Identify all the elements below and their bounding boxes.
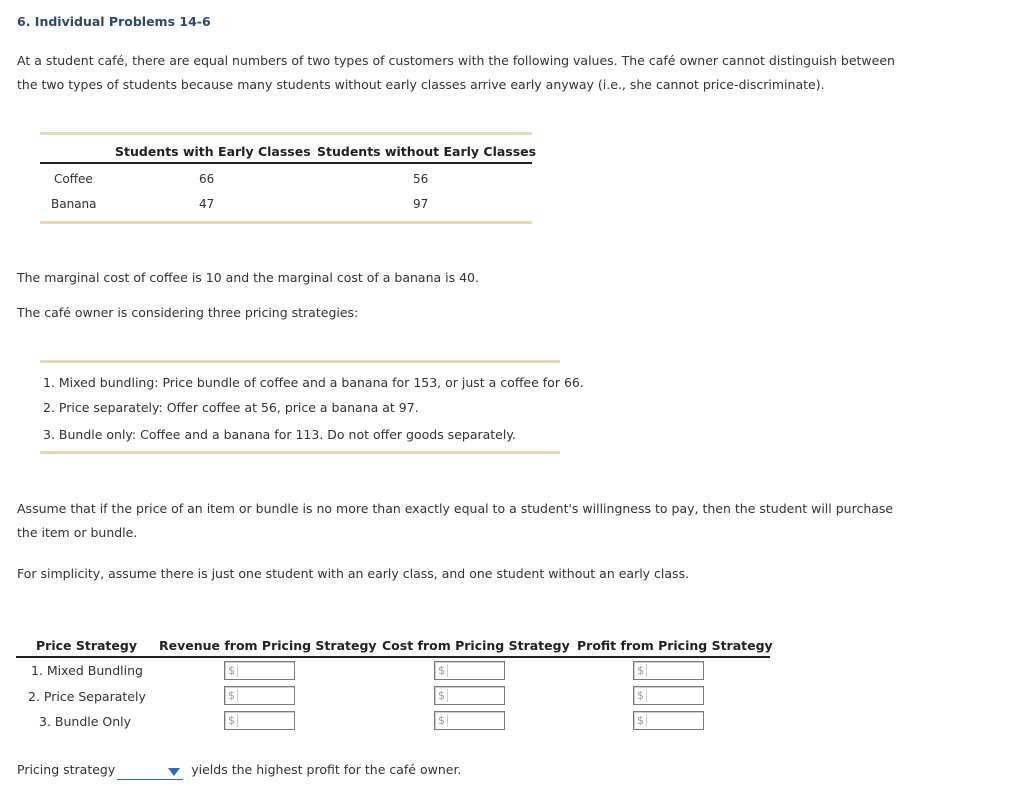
answer-header-rule bbox=[16, 656, 770, 658]
simplicity-text: For simplicity, assume there is just one student with an early class, and one student without an early class. bbox=[17, 566, 690, 581]
strategies-bottom-rule bbox=[40, 451, 560, 454]
header-no-early-classes: Students without Early Classes bbox=[317, 144, 537, 159]
header-early-classes: Students with Early Classes bbox=[115, 144, 311, 159]
row-label-banana: Banana bbox=[51, 197, 97, 211]
dollar-sign: $ bbox=[438, 714, 448, 727]
header-rule bbox=[40, 162, 532, 164]
table-bottom-rule bbox=[40, 221, 532, 224]
strategy-item: 2. Price separately: Offer coffee at 56, price a banana at 97. bbox=[43, 400, 419, 415]
strategies-intro: The café owner is considering three pricing strategies: bbox=[17, 305, 359, 320]
banana-no-early-value: 97 bbox=[413, 197, 429, 211]
banana-early-value: 47 bbox=[199, 197, 215, 211]
marginal-cost-text: The marginal cost of coffee is 10 and the marginal cost of a banana is 40. bbox=[17, 270, 479, 285]
dollar-sign: $ bbox=[228, 714, 238, 727]
profit-input-mixed-bundling[interactable] bbox=[633, 661, 704, 680]
cost-input-price-separately[interactable] bbox=[434, 686, 505, 705]
header-revenue: Revenue from Pricing Strategy bbox=[159, 638, 377, 653]
dollar-sign: $ bbox=[637, 664, 647, 677]
final-prefix: Pricing strategy bbox=[17, 762, 116, 777]
coffee-early-value: 66 bbox=[199, 172, 215, 186]
intro-paragraph: At a student café, there are equal numbers of two types of customers with the following values. The café owner cannot distinguish between the two types of students because many students without early classes arrive early anyway (i.e., she cannot price-discriminate). bbox=[17, 53, 895, 92]
dollar-sign: $ bbox=[228, 664, 238, 677]
dollar-sign: $ bbox=[637, 714, 647, 727]
revenue-input-price-separately[interactable] bbox=[224, 686, 295, 705]
row-label-bundle-only: 3. Bundle Only bbox=[39, 714, 132, 729]
dollar-sign: $ bbox=[438, 689, 448, 702]
final-suffix: yields the highest profit for the café owner. bbox=[191, 762, 462, 777]
assumption-text: Assume that if the price of an item or bundle is no more than exactly equal to a student's willingness to pay, then the student will purchase the item or bundle. bbox=[17, 501, 894, 540]
revenue-input-mixed-bundling[interactable] bbox=[224, 661, 295, 680]
cost-input-bundle-only[interactable] bbox=[434, 711, 505, 730]
strategies-top-rule bbox=[40, 360, 560, 363]
row-label-mixed-bundling: 1. Mixed Bundling bbox=[31, 663, 143, 678]
dollar-sign: $ bbox=[228, 689, 238, 702]
values-table bbox=[40, 132, 537, 224]
profit-input-price-separately[interactable] bbox=[633, 686, 704, 705]
header-price-strategy: Price Strategy bbox=[36, 638, 137, 653]
strategy-item: 3. Bundle only: Coffee and a banana for 113. Do not offer goods separately. bbox=[43, 427, 516, 442]
strategy-item: 1. Mixed bundling: Price bundle of coffee and a banana for 153, or just a coffee for 66. bbox=[43, 375, 584, 390]
header-cost: Cost from Pricing Strategy bbox=[382, 638, 570, 653]
revenue-input-bundle-only[interactable] bbox=[224, 711, 295, 730]
answer-table bbox=[16, 634, 773, 734]
table-top-rule bbox=[40, 132, 532, 135]
row-label-coffee: Coffee bbox=[54, 172, 93, 186]
coffee-no-early-value: 56 bbox=[413, 172, 429, 186]
profit-input-bundle-only[interactable] bbox=[633, 711, 704, 730]
final-question bbox=[17, 760, 461, 780]
cost-input-mixed-bundling[interactable] bbox=[434, 661, 505, 680]
row-label-price-separately: 2. Price Separately bbox=[28, 689, 146, 704]
header-profit: Profit from Pricing Strategy bbox=[577, 638, 773, 653]
pricing-strategy-dropdown[interactable] bbox=[117, 763, 183, 780]
dollar-sign: $ bbox=[637, 689, 647, 702]
question-title: 6. Individual Problems 14-6 bbox=[17, 14, 211, 29]
dollar-sign: $ bbox=[438, 664, 448, 677]
strategies-box bbox=[40, 360, 584, 456]
chevron-down-icon bbox=[168, 768, 180, 776]
